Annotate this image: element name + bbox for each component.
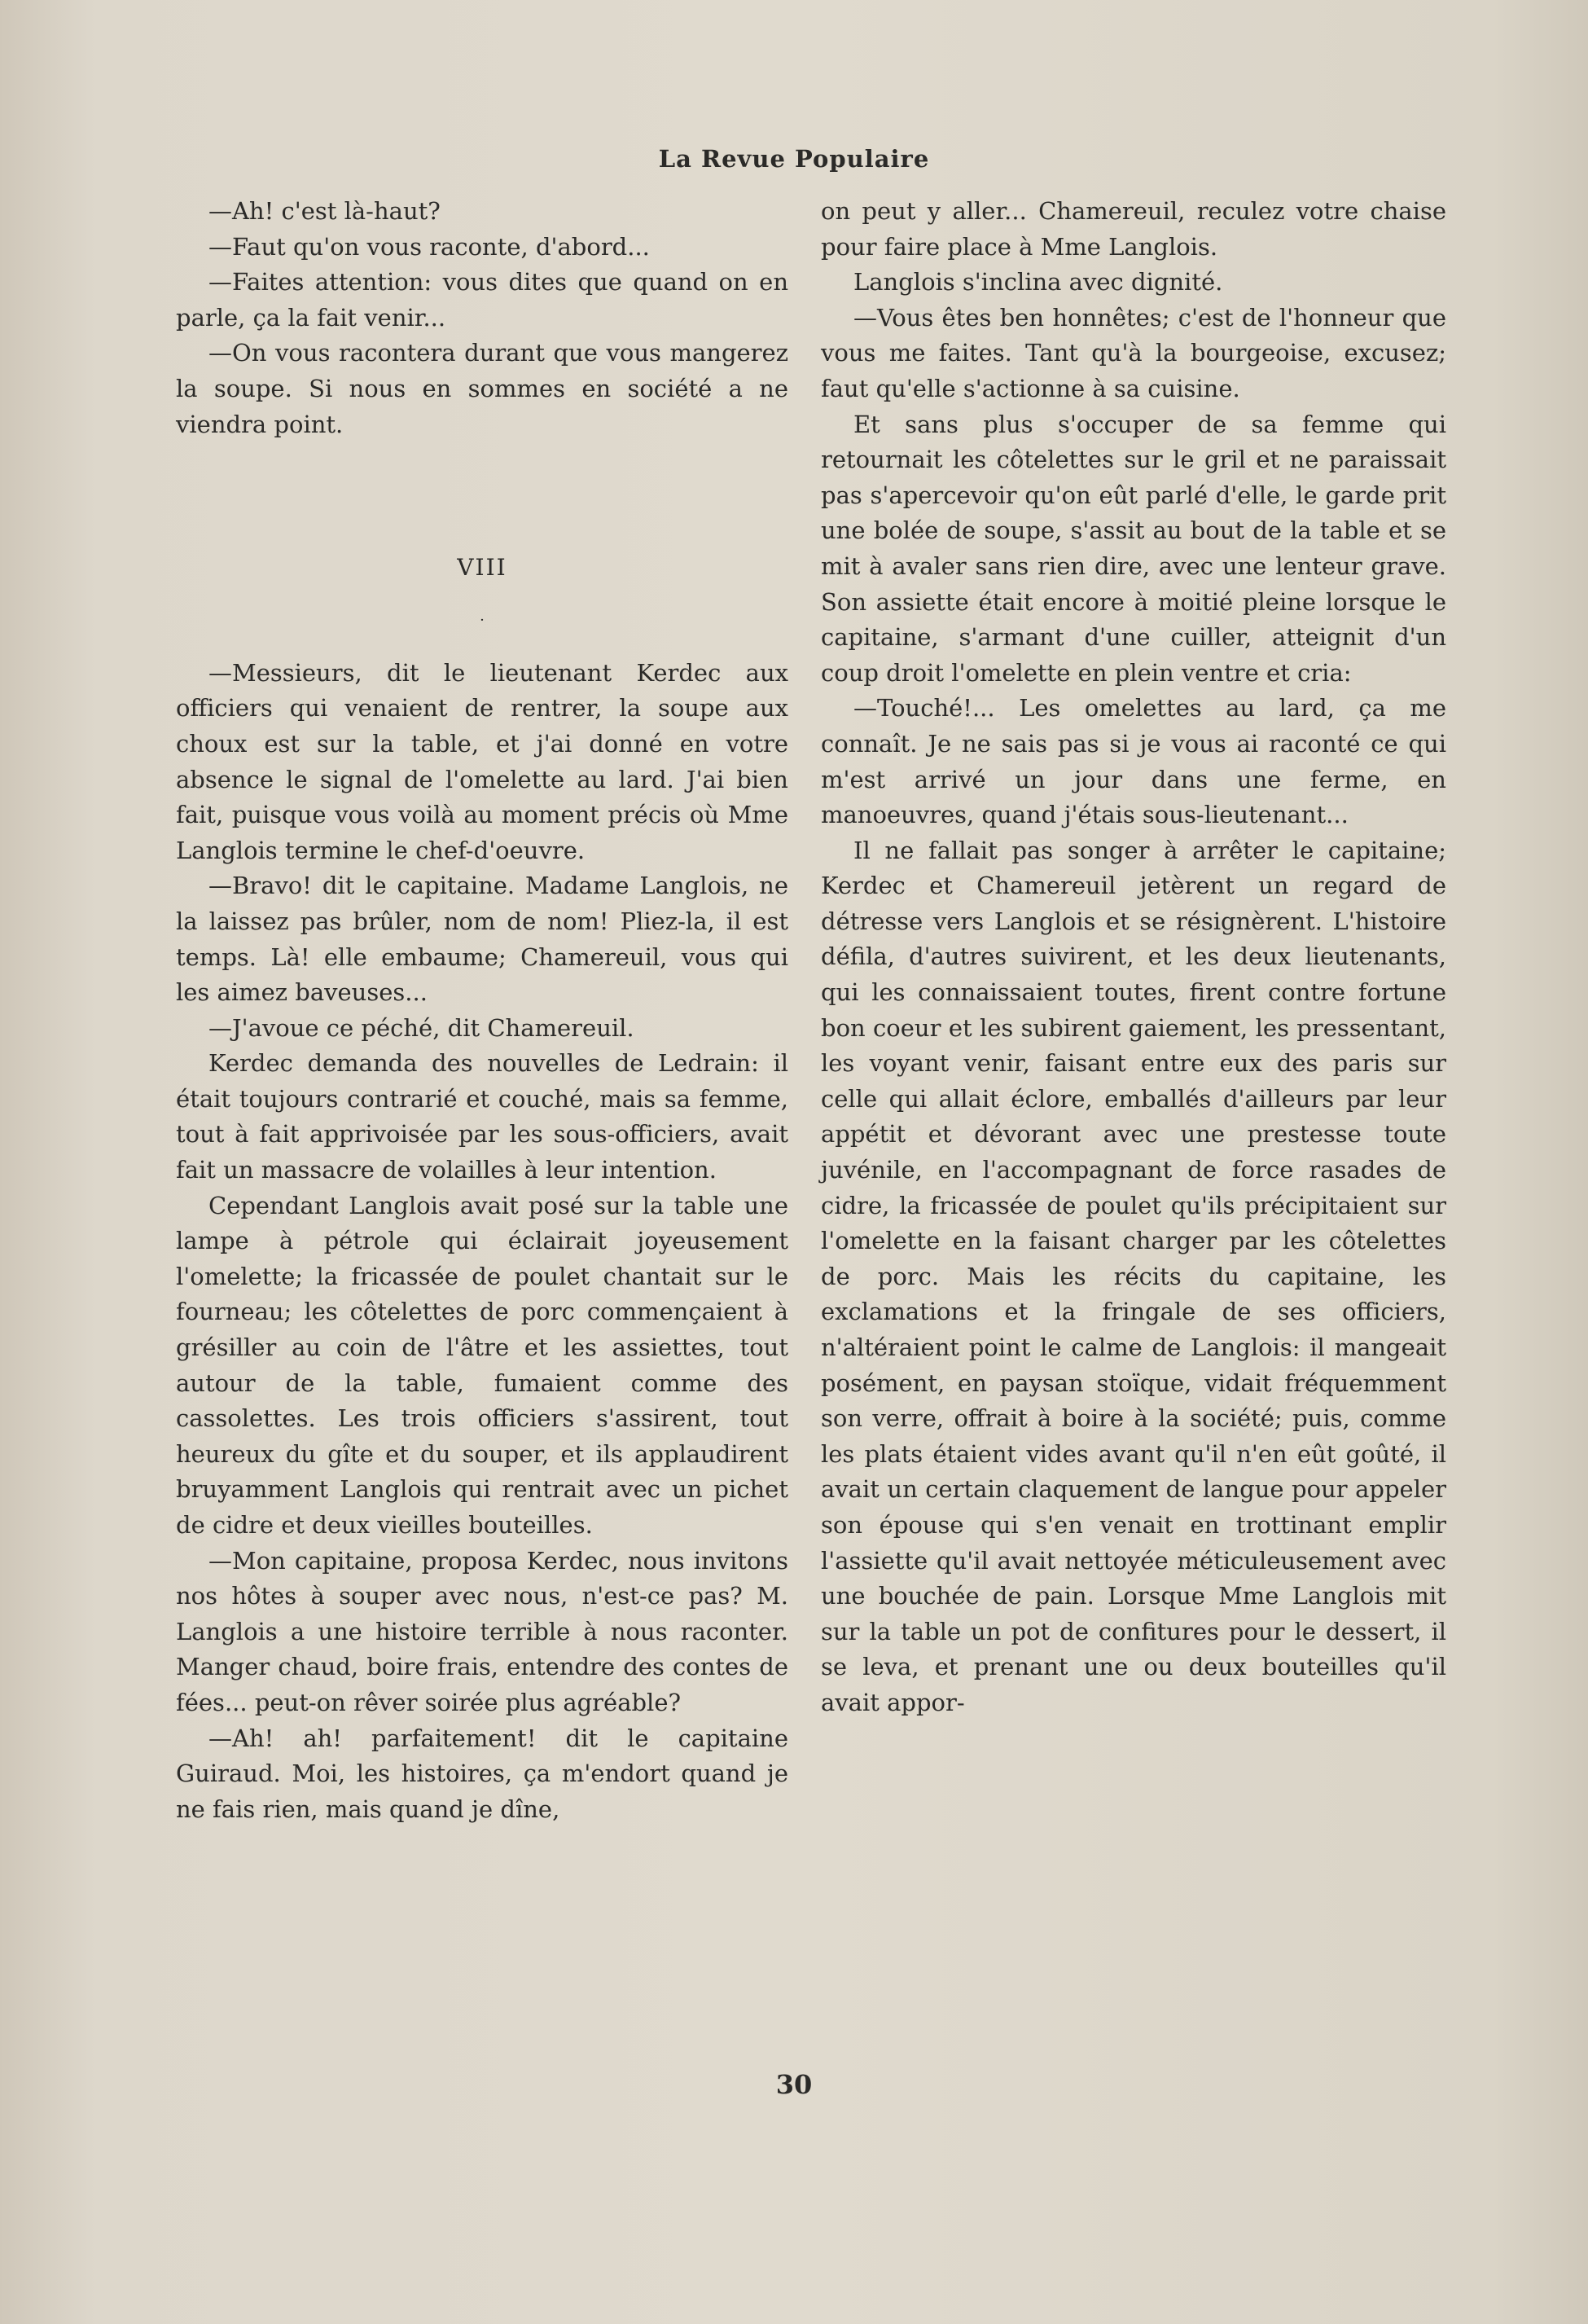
page-number: 30	[775, 2069, 813, 2100]
paragraph: —On vous racontera durant que vous mangerez la soupe. Si nous en sommes en société a ne viendra point.	[176, 339, 788, 438]
paragraph: Kerdec demanda des nouvelles de Ledrain: il était toujours contrarié et couché, mais sa femme, tout à fait apprivoisée par les sous-officiers, avait fait un massacre de volailles à leur intention.	[176, 1049, 788, 1184]
paragraph: Et sans plus s'occuper de sa femme qui retournait les côtelettes sur le gril et ne paraissait pas s'apercevoir qu'on eût parlé d'elle, le garde prit une bolée de soupe, s'assit au bout de la table et se mit à avaler sans rien dire, avec une lenteur grave. Son assiette était encore à moitié pleine lorsque le capitaine, s'armant d'une cuiller, atteignit d'un coup droit l'omelette en plein ventre et cria:	[821, 410, 1446, 687]
paragraph: —Vous êtes ben honnêtes; c'est de l'honneur que vous me faites. Tant qu'à la bourgeoise, excusez; faut qu'elle s'actionne à sa cuisine.	[821, 303, 1446, 402]
paragraph: —Bravo! dit le capitaine. Madame Langlois, ne la laissez pas brûler, nom de nom! Pliez-la, il est temps. Là! elle embaume; Chamereuil, vous qui les aimez baveuses...	[176, 872, 788, 1007]
paragraph: —J'avoue ce péché, dit Chamereuil.	[208, 1013, 634, 1042]
paragraph: —Ah! ah! parfaitement! dit le capitaine Guiraud. Moi, les histoires, ça m'endort quand je ne fais rien, mais quand je dîne,	[176, 1724, 788, 1823]
paragraph: —Messieurs, dit le lieutenant Kerdec aux officiers qui venaient de rentrer, la soupe aux choux est sur la table, et j'ai donné en votre absence le signal de l'omelette au lard. J'ai bien fait, puisque vous voilà au moment précis où Mme Langlois termine le chef-d'oeuvre.	[176, 658, 788, 864]
paragraph: —Faites attention: vous dites que quand on en parle, ça la fait venir...	[176, 268, 788, 332]
paragraph: Cependant Langlois avait posé sur la table une lampe à pétrole qui éclairait joyeusement l'omelette; la fricassée de poulet chantait sur le fourneau; les côtelettes de porc commençaient à grésiller au coin de l'âtre et les assiettes, tout autour de la table, fumaient comme des cassolettes. Les trois officiers s'assirent, tout heureux du gîte et du souper, et ils applaudirent bruyamment Langlois qui rentrait avec un pichet de cidre et deux vieilles bouteilles.	[176, 1191, 788, 1539]
paragraph: —Touché!... Les omelettes au lard, ça me connaît. Je ne sais pas si je vous ai raconté ce qui m'est arrivé un jour dans une ferme, en manoeuvres, quand j'étais sous-lieutenant...	[821, 694, 1446, 829]
section-heading: VIII	[457, 554, 507, 582]
left-column	[176, 194, 788, 1827]
right-column	[821, 194, 1446, 1721]
paragraph: Langlois s'inclina avec dignité.	[853, 268, 1223, 297]
paragraph: —Ah! c'est là-haut?	[208, 197, 441, 225]
paragraph: —Faut qu'on vous raconte, d'abord...	[208, 232, 650, 261]
ornament-mark: ·	[480, 611, 485, 629]
paragraph: Il ne fallait pas songer à arrêter le capitaine; Kerdec et Chamereuil jetèrent un regard de détresse vers Langlois et se résignèrent. L'histoire défila, d'autres suivirent, et les deux lieutenants, qui les connaissaient toutes, firent contre fortune bon coeur et les subirent gaiement, les pressentant, les voyant venir, faisant entre eux des paris sur celle qui allait éclore, emballés d'ailleurs par leur appétit et dévorant avec une prestesse toute juvénile, en l'accompagnant de force rasades de cidre, la fricassée de poulet qu'ils précipitaient sur l'omelette en la faisant charger par les côtelettes de porc. Mais les récits du capitaine, les exclamations et la fringale de ses officiers, n'altéraient point le calme de Langlois: il mangeait posément, en paysan stoïque, vidait fréquemment son verre, offrait à boire à la société; puis, comme les plats étaient vides avant qu'il n'en eût goûté, il avait un certain claquement de langue pour appeler son épouse qui s'en venait en trottinant emplir l'assiette qu'il avait nettoyée méticuleusement avec une bouchée de pain. Lorsque Mme Langlois mit sur la table un pot de confitures pour le dessert, il se leva, et prenant une ou deux bouteilles qu'il avait appor-	[821, 836, 1446, 1716]
running-header: La Revue Populaire	[658, 145, 930, 173]
spacer	[176, 442, 788, 550]
paragraph: on peut y aller... Chamereuil, reculez votre chaise pour faire place à Mme Langlois.	[821, 197, 1446, 261]
paragraph: —Mon capitaine, proposa Kerdec, nous invitons nos hôtes à souper avec nous, n'est-ce pas? M. Langlois a une histoire terrible à nous raconter. Manger chaud, boire frais, entendre des contes de fées... peut-on rêver soirée plus agréable?	[176, 1546, 788, 1716]
